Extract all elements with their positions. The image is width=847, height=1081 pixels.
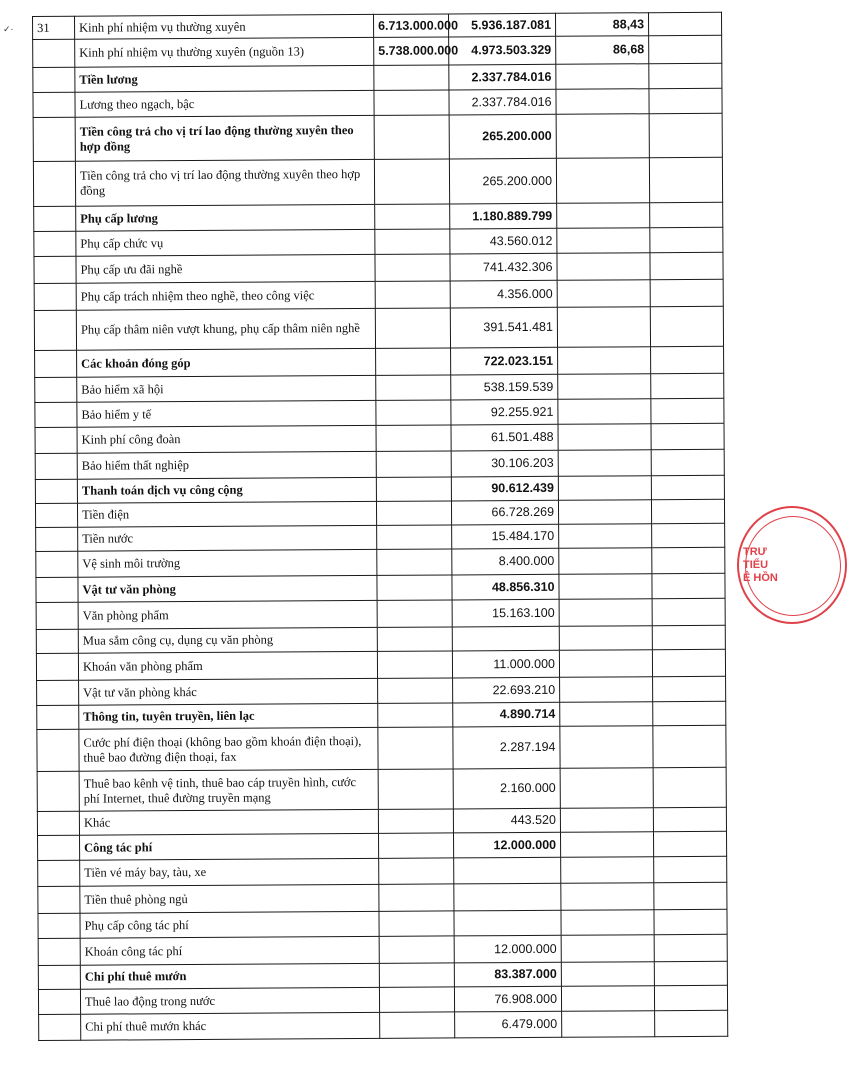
rate-percent-cell bbox=[559, 524, 652, 549]
note-cell bbox=[652, 547, 725, 573]
executed-amount-cell bbox=[452, 626, 559, 651]
item-name-cell: Tiền công trả cho vị trí lao động thường xuyên theo hợp đồng bbox=[75, 159, 374, 206]
table-row bbox=[35, 346, 724, 377]
plan-amount-cell bbox=[380, 1012, 455, 1038]
executed-amount-cell: 6.479.000 bbox=[455, 1011, 562, 1038]
rate-percent-cell bbox=[557, 307, 650, 348]
stamp-text bbox=[743, 546, 778, 585]
note-cell bbox=[652, 625, 725, 649]
note-cell bbox=[653, 807, 726, 831]
note-cell bbox=[650, 279, 723, 306]
executed-amount-cell: 43.560.012 bbox=[450, 228, 557, 254]
note-cell bbox=[653, 701, 726, 725]
rate-percent-cell: 86,68 bbox=[556, 36, 649, 65]
plan-amount-cell bbox=[375, 281, 450, 308]
executed-amount-cell: 15.484.170 bbox=[452, 524, 559, 549]
executed-amount-cell: 22.693.210 bbox=[453, 677, 560, 703]
executed-amount-cell: 11.000.000 bbox=[452, 650, 559, 678]
plan-amount-cell bbox=[375, 254, 450, 281]
plan-amount-cell bbox=[379, 884, 454, 911]
executed-amount-cell: 76.908.000 bbox=[454, 986, 561, 1012]
rate-percent-cell bbox=[556, 64, 649, 90]
rate-percent-cell bbox=[559, 650, 652, 678]
item-name-cell: Công tác phí bbox=[80, 833, 379, 860]
note-cell bbox=[651, 423, 724, 449]
executed-amount-cell: 2.160.000 bbox=[453, 768, 560, 809]
item-name-cell: Phụ cấp chức vụ bbox=[76, 229, 375, 256]
row-number-cell bbox=[36, 527, 78, 551]
plan-amount-cell bbox=[376, 375, 451, 400]
row-number-cell bbox=[35, 377, 77, 402]
row-number-cell bbox=[38, 835, 80, 860]
table-row bbox=[34, 306, 723, 350]
rate-percent-cell bbox=[557, 253, 650, 281]
row-number-cell bbox=[33, 117, 75, 161]
item-name-cell: Khoán văn phòng phẩm bbox=[78, 651, 377, 680]
plan-amount-cell bbox=[379, 987, 454, 1012]
executed-amount-cell: 61.501.488 bbox=[451, 424, 558, 451]
rate-percent-cell bbox=[558, 374, 651, 400]
plan-amount-cell bbox=[377, 525, 452, 549]
rate-percent-cell bbox=[559, 548, 652, 575]
item-name-cell: Vật tư văn phòng khác bbox=[79, 678, 378, 705]
rate-percent-cell bbox=[561, 986, 654, 1012]
executed-amount-cell bbox=[454, 910, 561, 936]
row-number-cell bbox=[37, 680, 79, 705]
row-number-cell: 31 bbox=[33, 16, 75, 39]
row-number-cell bbox=[37, 771, 79, 811]
official-red-stamp bbox=[733, 506, 778, 626]
plan-amount-cell bbox=[377, 575, 452, 600]
note-cell bbox=[651, 499, 724, 523]
plan-amount-cell bbox=[378, 769, 453, 809]
budget-table-sheet bbox=[32, 12, 728, 1041]
item-name-cell: Tiền lương bbox=[75, 65, 374, 92]
executed-amount-cell: 4.890.714 bbox=[453, 702, 560, 727]
executed-amount-cell: 443.520 bbox=[453, 808, 560, 833]
rate-percent-cell bbox=[557, 280, 650, 308]
item-name-cell: Cước phí điện thoại (không bao gồm khoán điện thoại), thuê bao đường điện thoại, fax bbox=[79, 727, 378, 771]
item-name-cell: Khác bbox=[79, 809, 378, 835]
rate-percent-cell bbox=[556, 158, 649, 204]
item-name-cell: Tiền nước bbox=[78, 525, 377, 551]
item-name-cell: Bảo hiểm y tế bbox=[77, 400, 376, 427]
rate-percent-cell: 88,43 bbox=[555, 13, 648, 37]
note-cell bbox=[654, 909, 727, 934]
note-cell bbox=[654, 985, 727, 1010]
rate-percent-cell bbox=[562, 1011, 655, 1038]
note-cell bbox=[654, 856, 727, 882]
row-number-cell bbox=[33, 39, 75, 67]
item-name-cell: Thuê bao kênh vệ tinh, thuê bao cáp truyền hình, cước phí Internet, thuê đường truyền mạng bbox=[79, 769, 378, 811]
item-name-cell: Bảo hiểm xã hội bbox=[77, 375, 376, 402]
row-number-cell bbox=[37, 811, 79, 835]
note-cell bbox=[652, 573, 725, 598]
row-number-cell bbox=[35, 503, 77, 527]
row-number-cell bbox=[35, 427, 77, 453]
plan-amount-cell bbox=[376, 425, 451, 451]
note-cell bbox=[650, 306, 723, 346]
item-name-cell: Bảo hiểm thất nghiệp bbox=[77, 451, 376, 479]
plan-amount-cell bbox=[377, 627, 452, 651]
plan-amount-cell bbox=[376, 501, 451, 525]
stamp-line: Ê HỒN bbox=[743, 572, 778, 584]
row-number-cell bbox=[35, 402, 77, 427]
note-cell bbox=[649, 113, 722, 157]
item-name-cell: Vật tư văn phòng bbox=[78, 575, 377, 602]
note-cell bbox=[653, 676, 726, 701]
executed-amount-cell: 92.255.921 bbox=[451, 399, 558, 425]
row-number-cell bbox=[34, 310, 76, 350]
executed-amount-cell: 83.387.000 bbox=[454, 962, 561, 987]
executed-amount-cell: 5.936.187.081 bbox=[448, 13, 555, 37]
table-row bbox=[33, 157, 722, 206]
item-name-cell: Phụ cấp công tác phí bbox=[80, 911, 379, 938]
row-number-cell bbox=[38, 938, 80, 965]
row-number-cell bbox=[35, 453, 77, 479]
note-cell bbox=[655, 1010, 728, 1036]
item-name-cell: Mua sắm công cụ, dụng cụ văn phòng bbox=[78, 627, 377, 653]
note-cell bbox=[653, 725, 726, 767]
row-number-cell bbox=[33, 67, 75, 92]
plan-amount-cell: 5.738.000.000 bbox=[374, 37, 449, 65]
plan-amount-cell bbox=[374, 115, 449, 159]
rate-percent-cell bbox=[558, 500, 651, 525]
note-cell bbox=[649, 157, 722, 202]
plan-amount-cell bbox=[379, 911, 454, 936]
rate-percent-cell bbox=[558, 424, 651, 451]
executed-amount-cell: 66.728.269 bbox=[451, 500, 558, 525]
note-cell bbox=[653, 767, 726, 807]
row-number-cell bbox=[38, 913, 80, 938]
plan-amount-cell bbox=[377, 549, 452, 575]
rate-percent-cell bbox=[559, 626, 652, 651]
scan-margin-mark: ✓· bbox=[3, 24, 14, 34]
row-number-cell bbox=[36, 629, 78, 653]
table-row bbox=[33, 113, 722, 161]
executed-amount-cell bbox=[454, 857, 561, 884]
item-name-cell: Các khoản đóng góp bbox=[77, 348, 376, 377]
plan-amount-cell bbox=[377, 600, 452, 627]
plan-amount-cell bbox=[378, 727, 453, 769]
item-name-cell: Phụ cấp trách nhiệm theo nghề, theo công việc bbox=[76, 281, 375, 310]
item-name-cell: Vệ sinh môi trường bbox=[78, 549, 377, 577]
row-number-cell bbox=[36, 577, 78, 602]
item-name-cell: Phụ cấp ưu đãi nghề bbox=[76, 254, 375, 283]
table-row bbox=[34, 279, 723, 310]
table-row bbox=[38, 934, 727, 965]
executed-amount-cell: 1.180.889.799 bbox=[450, 203, 557, 229]
rate-percent-cell bbox=[556, 114, 649, 159]
executed-amount-cell: 12.000.000 bbox=[453, 832, 560, 858]
table-row bbox=[39, 1010, 728, 1040]
note-cell bbox=[652, 598, 725, 625]
item-name-cell: Văn phòng phẩm bbox=[78, 600, 377, 629]
plan-amount-cell bbox=[377, 651, 452, 678]
note-cell bbox=[651, 346, 724, 373]
executed-amount-cell: 741.432.306 bbox=[450, 253, 557, 281]
rate-percent-cell bbox=[557, 203, 650, 229]
row-number-cell bbox=[33, 161, 75, 206]
item-name-cell: Phụ cấp lương bbox=[76, 204, 375, 231]
row-number-cell bbox=[37, 705, 79, 729]
note-cell bbox=[651, 475, 724, 499]
executed-amount-cell: 2.287.194 bbox=[453, 726, 560, 769]
row-number-cell bbox=[36, 551, 78, 577]
plan-amount-cell bbox=[374, 90, 449, 115]
item-name-cell: Tiền thuê phòng ngủ bbox=[80, 884, 379, 913]
item-name-cell: Chi phí thuê mướn bbox=[80, 963, 379, 989]
rate-percent-cell bbox=[561, 883, 654, 911]
stamp-line: TRƯ bbox=[743, 546, 767, 558]
item-name-cell: Tiền điện bbox=[77, 501, 376, 527]
rate-percent-cell bbox=[556, 89, 649, 115]
plan-amount-cell bbox=[375, 204, 450, 229]
table-row bbox=[33, 35, 722, 67]
item-name-cell: Phụ cấp thâm niên vượt khung, phụ cấp thâm niên nghề bbox=[76, 308, 375, 350]
row-number-cell bbox=[37, 729, 79, 771]
row-number-cell bbox=[35, 350, 77, 377]
plan-amount-cell bbox=[379, 963, 454, 987]
executed-amount-cell: 90.612.439 bbox=[451, 476, 558, 501]
plan-amount-cell bbox=[378, 678, 453, 703]
item-name-cell: Thuê lao động trong nước bbox=[80, 987, 379, 1014]
row-number-cell bbox=[36, 653, 78, 680]
rate-percent-cell bbox=[557, 228, 650, 254]
executed-amount-cell: 8.400.000 bbox=[452, 548, 559, 575]
executed-amount-cell: 4.356.000 bbox=[450, 280, 557, 308]
rate-percent-cell bbox=[561, 962, 654, 987]
executed-amount-cell: 391.541.481 bbox=[450, 307, 557, 348]
executed-amount-cell: 4.973.503.329 bbox=[449, 36, 556, 65]
note-cell bbox=[649, 88, 722, 113]
executed-amount-cell: 30.106.203 bbox=[451, 450, 558, 477]
item-name-cell: Thanh toán dịch vụ công cộng bbox=[77, 477, 376, 503]
plan-amount-cell bbox=[379, 936, 454, 963]
item-name-cell: Tiền công trả cho vị trí lao động thường xuyên theo hợp đồng bbox=[75, 115, 374, 161]
executed-amount-cell: 722.023.151 bbox=[451, 347, 558, 375]
note-cell bbox=[654, 882, 727, 909]
note-cell bbox=[652, 649, 725, 676]
item-name-cell: Tiền vé máy bay, tàu, xe bbox=[80, 858, 379, 886]
budget-table bbox=[32, 12, 728, 1041]
rate-percent-cell bbox=[558, 450, 651, 477]
executed-amount-cell: 48.856.310 bbox=[452, 574, 559, 600]
rate-percent-cell bbox=[559, 599, 652, 627]
item-name-cell: Kinh phí nhiệm vụ thường xuyên bbox=[75, 14, 374, 39]
row-number-cell bbox=[38, 860, 80, 886]
note-cell bbox=[651, 398, 724, 423]
executed-amount-cell: 12.000.000 bbox=[454, 935, 561, 963]
note-cell bbox=[653, 831, 726, 856]
executed-amount-cell: 2.337.784.016 bbox=[449, 64, 556, 90]
row-number-cell bbox=[33, 92, 75, 117]
rate-percent-cell bbox=[558, 399, 651, 425]
item-name-cell: Kinh phí nhiệm vụ thường xuyên (nguồn 13) bbox=[75, 37, 374, 67]
row-number-cell bbox=[35, 479, 77, 503]
note-cell bbox=[654, 961, 727, 985]
note-cell bbox=[650, 227, 723, 252]
row-number-cell bbox=[34, 231, 76, 256]
executed-amount-cell: 265.200.000 bbox=[449, 114, 556, 159]
rate-percent-cell bbox=[561, 857, 654, 884]
note-cell bbox=[649, 63, 722, 88]
plan-amount-cell bbox=[374, 159, 449, 204]
rate-percent-cell bbox=[560, 726, 653, 769]
item-name-cell: Khoán công tác phí bbox=[80, 936, 379, 965]
rate-percent-cell bbox=[560, 808, 653, 833]
rate-percent-cell bbox=[560, 768, 653, 809]
stamp-line: TIỂU bbox=[743, 559, 769, 571]
executed-amount-cell: 15.163.100 bbox=[452, 599, 559, 627]
note-cell bbox=[649, 35, 722, 63]
plan-amount-cell bbox=[376, 400, 451, 425]
table-row bbox=[38, 882, 727, 913]
item-name-cell: Kinh phí công đoàn bbox=[77, 425, 376, 453]
rate-percent-cell bbox=[561, 935, 654, 963]
row-number-cell bbox=[34, 256, 76, 283]
executed-amount-cell: 538.159.539 bbox=[451, 374, 558, 400]
row-number-cell bbox=[34, 283, 76, 310]
executed-amount-cell: 265.200.000 bbox=[449, 158, 556, 204]
row-number-cell bbox=[38, 989, 80, 1014]
plan-amount-cell: 6.713.000.000 bbox=[373, 14, 448, 37]
table-row bbox=[36, 598, 725, 629]
row-number-cell bbox=[39, 1014, 81, 1040]
table-row bbox=[37, 767, 726, 811]
plan-amount-cell bbox=[378, 809, 453, 833]
executed-amount-cell: 2.337.784.016 bbox=[449, 89, 556, 115]
note-cell bbox=[648, 12, 721, 35]
plan-amount-cell bbox=[379, 858, 454, 884]
rate-percent-cell bbox=[561, 910, 654, 936]
plan-amount-cell bbox=[378, 703, 453, 727]
plan-amount-cell bbox=[375, 229, 450, 254]
plan-amount-cell bbox=[374, 65, 449, 90]
plan-amount-cell bbox=[376, 477, 451, 501]
row-number-cell bbox=[38, 886, 80, 913]
plan-amount-cell bbox=[375, 308, 450, 348]
item-name-cell: Chi phí thuê mướn khác bbox=[81, 1012, 380, 1040]
item-name-cell: Thông tin, tuyên truyền, liên lạc bbox=[79, 703, 378, 729]
executed-amount-cell bbox=[454, 883, 561, 911]
note-cell bbox=[651, 373, 724, 398]
rate-percent-cell bbox=[560, 832, 653, 858]
plan-amount-cell bbox=[376, 451, 451, 477]
table-row bbox=[34, 252, 723, 283]
note-cell bbox=[651, 449, 724, 475]
plan-amount-cell bbox=[378, 833, 453, 858]
rate-percent-cell bbox=[560, 702, 653, 727]
table-row bbox=[36, 649, 725, 680]
note-cell bbox=[650, 202, 723, 227]
rate-percent-cell bbox=[558, 347, 651, 375]
rate-percent-cell bbox=[558, 476, 651, 501]
row-number-cell bbox=[38, 965, 80, 989]
note-cell bbox=[650, 252, 723, 279]
rate-percent-cell bbox=[559, 574, 652, 600]
note-cell bbox=[654, 934, 727, 961]
note-cell bbox=[652, 523, 725, 547]
item-name-cell: Lương theo ngạch, bậc bbox=[75, 90, 374, 117]
plan-amount-cell bbox=[376, 348, 451, 375]
row-number-cell bbox=[34, 206, 76, 231]
row-number-cell bbox=[36, 602, 78, 629]
rate-percent-cell bbox=[560, 677, 653, 703]
table-row bbox=[37, 725, 726, 771]
